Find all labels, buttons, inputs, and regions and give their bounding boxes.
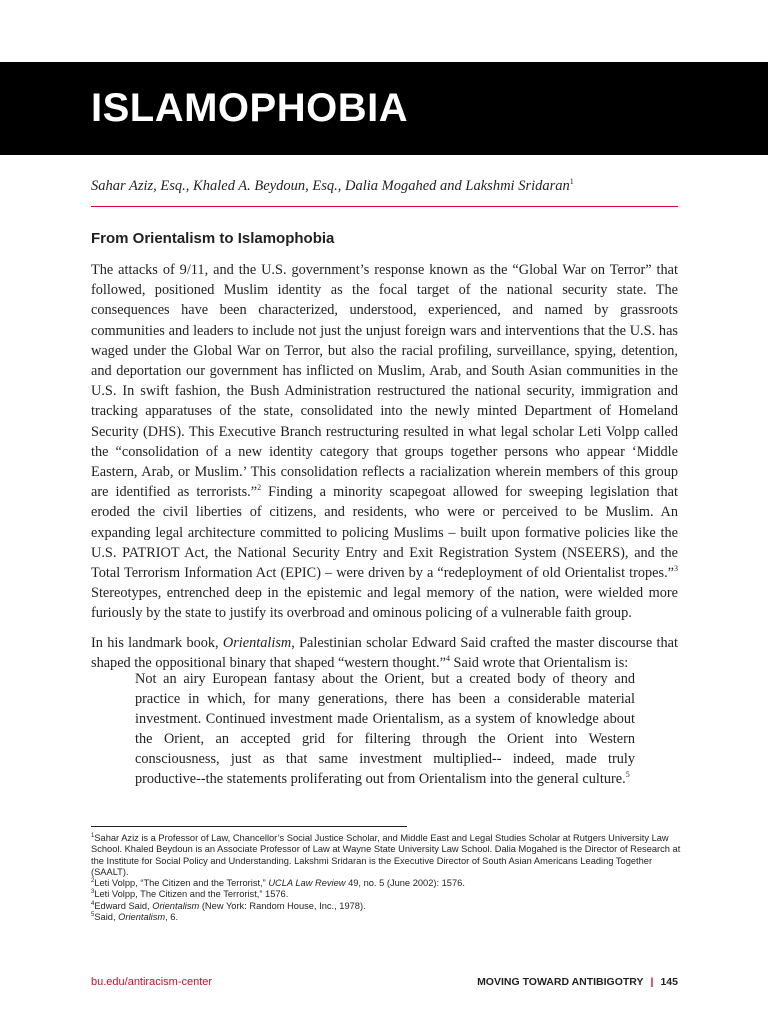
- footnote-2-text-b: 49, no. 5 (June 2002): 1576.: [345, 878, 465, 889]
- footnotes: [91, 833, 681, 923]
- footnote-4: [91, 901, 681, 912]
- paragraph-1: [91, 260, 678, 624]
- page-number: 145: [660, 976, 678, 988]
- author-line: [91, 173, 681, 195]
- footnote-ref-1: 1: [569, 177, 574, 186]
- footer-website-link[interactable]: bu.edu/antiracism-center: [91, 976, 213, 988]
- footnote-ref-3: 3: [674, 564, 678, 574]
- red-divider: [91, 206, 678, 207]
- paragraph-1-part-c: Stereotypes, entrenched deep in the epistemic and legal memory of the nation, were wielded more furiously by the state to justify its overbroad and ominous policing of a vulnerable faith group.: [91, 585, 678, 622]
- footer-separator: |: [650, 976, 654, 988]
- footnote-3-number: 3: [91, 889, 95, 896]
- footnote-1: [91, 833, 681, 878]
- footnote-2-journal: UCLA Law Review: [268, 878, 346, 889]
- author-names: Sahar Aziz, Esq., Khaled A. Beydoun, Esq., Dalia Mogahed and Lakshmi Sridaran: [91, 177, 570, 194]
- paragraph-2-part-b: , Palestinian scholar Edward Said crafted the master discourse that shaped the oppositional binary that shaped “western thought.”: [91, 634, 678, 671]
- paragraph-2-part-c: Said wrote that Orientalism is:: [449, 654, 629, 671]
- footnote-4-text-a: Edward Said,: [94, 900, 153, 911]
- book-title-orientalism: Orientalism: [222, 634, 292, 651]
- footnote-3-text: Leti Volpp, The Citizen and the Terrorist,” 1576.: [94, 889, 289, 900]
- footnote-ref-2: 2: [257, 483, 262, 493]
- footnote-ref-4: 4: [445, 654, 450, 664]
- block-quote-text: Not an airy European fantasy about the Orient, but a created body of theory and practice in which, for many generations, there has been a considerable material investment. Continued investment made Orientalism, as a system of knowledge about the Orient, an accepted grid for filtering through the Orient into Western consciousness, just as that same investment multiplied-- indeed, made truly productive--the statements proliferating out from Orientalism into the general culture.: [135, 671, 635, 787]
- paragraph-1-part-b: Finding a minority scapegoat allowed for sweeping legislation that eroded the civil liberties of citizens, and residents, who were or perceived to be Muslim. An expanding legal architecture committed to policing Muslims – built upon formative policies like the U.S. PATRIOT Act, the National Security Entry and Exit Registration System (NSEERS), and the Total Terrorism Information Act (EPIC) – were driven by a “redeployment of old Orientalist tropes.”: [91, 484, 678, 582]
- paragraph-2-part-a: In his landmark book,: [91, 634, 223, 651]
- footnote-4-number: 4: [91, 900, 95, 907]
- footnote-2-number: 2: [91, 878, 95, 885]
- footnote-3: [91, 889, 681, 900]
- footer-publication: [477, 976, 678, 988]
- paragraph-2: [91, 633, 678, 673]
- page-title: ISLAMOPHOBIA: [91, 86, 409, 130]
- publication-name: MOVING TOWARD ANTIBIGOTRY: [477, 976, 644, 988]
- footnote-4-text-b: (New York: Random House, Inc., 1978).: [199, 900, 366, 911]
- footnote-5-number: 5: [91, 911, 95, 918]
- block-quote: [135, 669, 635, 789]
- footnote-5-text-b: , 6.: [165, 912, 179, 923]
- footnote-4-book: Orientalism: [152, 900, 200, 911]
- body-text: [91, 260, 678, 673]
- footnote-1-text: Sahar Aziz is a Professor of Law, Chancellor’s Social Justice Scholar, and Middle East and Legal Studies Scholar at Rutgers University Law School. Khaled Beydoun is an Associate Professor of Law at Wayne State University Law School. Dalia Mogahed is the Director of Research at the Institute for Social Policy and Understanding. Lakshmi Sridaran is the Executive Director of South Asian Americans Leading Together (SAALT).: [91, 833, 681, 877]
- footnote-2: [91, 878, 681, 889]
- footnote-5-text-a: Said,: [94, 912, 119, 923]
- section-heading: From Orientalism to Islamophobia: [91, 230, 335, 247]
- footnote-divider: [91, 826, 407, 827]
- footnote-ref-5: 5: [625, 770, 630, 780]
- footnote-2-text-a: Leti Volpp, “The Citizen and the Terrorist,”: [94, 878, 269, 889]
- footnote-5: [91, 912, 681, 923]
- footnote-5-book: Orientalism: [118, 912, 166, 923]
- footnote-1-number: 1: [91, 832, 95, 839]
- paragraph-1-part-a: The attacks of 9/11, and the U.S. government’s response known as the “Global War on Terror” that followed, positioned Muslim identity as the focal target of the national security state. The consequences have been characterized, understood, experienced, and named by grassroots communities and leaders to include not just the unjust foreign wars and interventions that the U.S. has waged under the Global War on Terror, but also the racial profiling, surveillance, spying, detention, and deportation our government has inflicted on Muslim, Arab, and South Asian communities in the U.S. In swift fashion, the Bush Administration restructured the national security, immigration and tracking apparatuses of the state, consolidated into the newly minted Department of Homeland Security (DHS). This Executive Branch restructuring resulted in what legal scholar Leti Volpp called the “consolidation of a new identity category that groups together persons who appear ‘Middle Eastern, Arab, or Muslim.’ This consolidation reflects a racialization wherein members of this group are identified as terrorists.”: [91, 262, 678, 501]
